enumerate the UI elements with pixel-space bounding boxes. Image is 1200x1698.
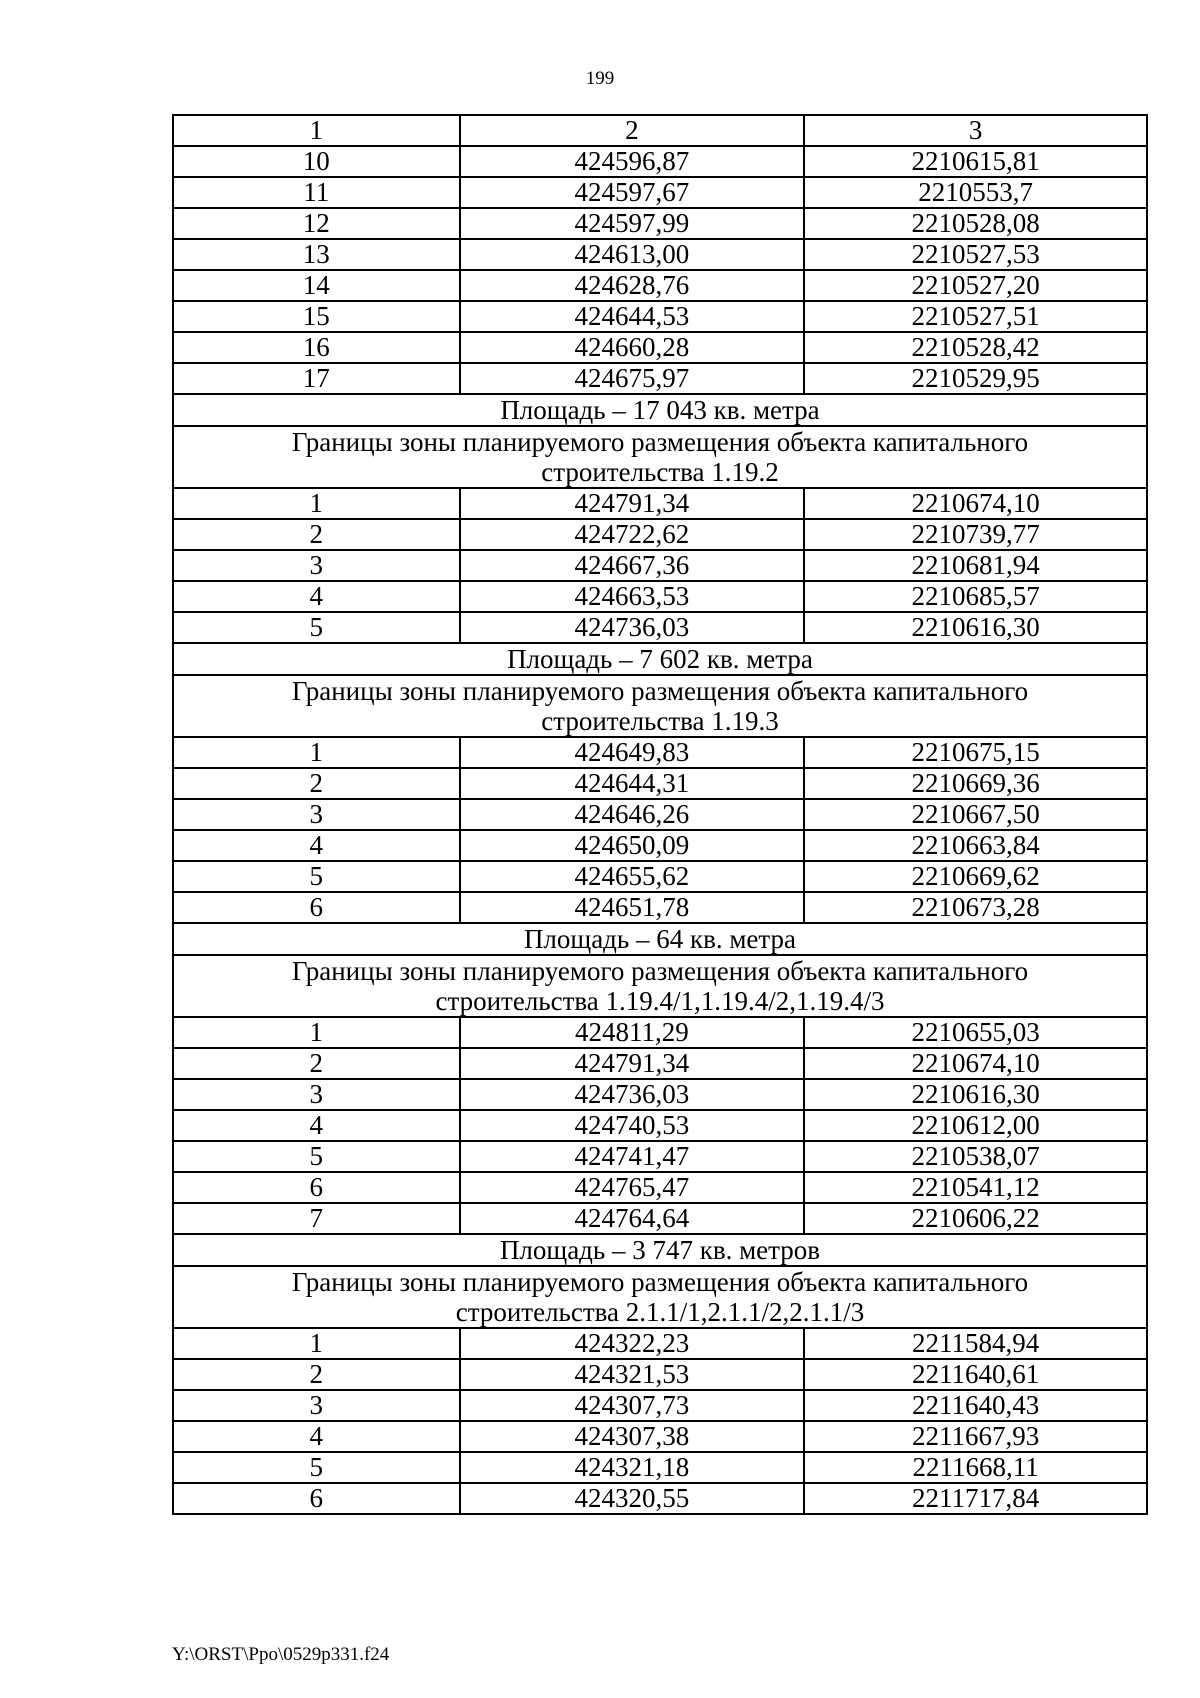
table-row (173, 612, 1147, 643)
zone-heading-line: строительства 2.1.1/1,2.1.1/2,2.1.1/3 (455, 1297, 865, 1327)
point-number-cell: 6 (173, 1172, 460, 1203)
table-row (173, 239, 1147, 270)
table-row (173, 861, 1147, 892)
area-cell: Площадь – 17 043 кв. метра (173, 394, 1147, 426)
table-row (173, 146, 1147, 177)
page-number: 199 (585, 68, 615, 89)
zone-heading-line: Границы зоны планируемого размещения объекта капитального (291, 956, 1029, 986)
point-number-cell: 3 (173, 1079, 460, 1110)
point-number-cell: 2 (173, 1048, 460, 1079)
area-cell: Площадь – 3 747 кв. метров (173, 1234, 1147, 1266)
x-coordinate-cell: 424675,97 (460, 363, 805, 394)
table-header-row (173, 115, 1147, 146)
zone-heading-cell (173, 675, 1147, 737)
point-number-cell: 4 (173, 581, 460, 612)
zone-heading-row (173, 955, 1147, 1017)
x-coordinate-cell: 424791,34 (460, 1048, 805, 1079)
point-number-cell: 5 (173, 1141, 460, 1172)
x-coordinate-cell: 424722,62 (460, 519, 805, 550)
point-number-cell: 5 (173, 861, 460, 892)
y-coordinate-cell: 2210674,10 (804, 1048, 1147, 1079)
table-row (173, 1172, 1147, 1203)
x-coordinate-cell: 424597,99 (460, 208, 805, 239)
coordinates-table (172, 114, 1148, 1515)
y-coordinate-cell: 2210606,22 (804, 1203, 1147, 1234)
point-number-cell: 1 (173, 1328, 460, 1359)
zone-heading-line: Границы зоны планируемого размещения объекта капитального (291, 427, 1029, 457)
y-coordinate-cell: 2210541,12 (804, 1172, 1147, 1203)
table-row (173, 799, 1147, 830)
point-number-cell: 10 (173, 146, 460, 177)
area-row (173, 643, 1147, 675)
y-coordinate-cell: 2210612,00 (804, 1110, 1147, 1141)
table-row (173, 550, 1147, 581)
y-coordinate-cell: 2210669,62 (804, 861, 1147, 892)
table-row (173, 363, 1147, 394)
x-coordinate-cell: 424596,87 (460, 146, 805, 177)
x-coordinate-cell: 424646,26 (460, 799, 805, 830)
y-coordinate-cell: 2211640,43 (804, 1390, 1147, 1421)
y-coordinate-cell: 2211667,93 (804, 1421, 1147, 1452)
x-coordinate-cell: 424650,09 (460, 830, 805, 861)
y-coordinate-cell: 2210669,36 (804, 768, 1147, 799)
column-header: 2 (460, 115, 805, 146)
zone-heading-line: строительства 1.19.4/1,1.19.4/2,1.19.4/3 (435, 986, 885, 1016)
area-cell: Площадь – 7 602 кв. метра (173, 643, 1147, 675)
y-coordinate-cell: 2210667,50 (804, 799, 1147, 830)
point-number-cell: 3 (173, 1390, 460, 1421)
table-row (173, 1203, 1147, 1234)
y-coordinate-cell: 2210739,77 (804, 519, 1147, 550)
y-coordinate-cell: 2210681,94 (804, 550, 1147, 581)
x-coordinate-cell: 424644,53 (460, 301, 805, 332)
y-coordinate-cell: 2210538,07 (804, 1141, 1147, 1172)
zone-heading-cell (173, 426, 1147, 488)
table-row (173, 1017, 1147, 1048)
y-coordinate-cell: 2210675,15 (804, 737, 1147, 768)
x-coordinate-cell: 424741,47 (460, 1141, 805, 1172)
point-number-cell: 3 (173, 550, 460, 581)
zone-heading-line: строительства 1.19.2 (541, 457, 779, 487)
x-coordinate-cell: 424651,78 (460, 892, 805, 923)
table-row (173, 830, 1147, 861)
x-coordinate-cell: 424321,18 (460, 1452, 805, 1483)
x-coordinate-cell: 424663,53 (460, 581, 805, 612)
x-coordinate-cell: 424667,36 (460, 550, 805, 581)
table-row (173, 1110, 1147, 1141)
point-number-cell: 17 (173, 363, 460, 394)
x-coordinate-cell: 424307,38 (460, 1421, 805, 1452)
x-coordinate-cell: 424791,34 (460, 488, 805, 519)
table-row (173, 1421, 1147, 1452)
x-coordinate-cell: 424736,03 (460, 1079, 805, 1110)
y-coordinate-cell: 2210527,53 (804, 239, 1147, 270)
point-number-cell: 12 (173, 208, 460, 239)
y-coordinate-cell: 2211584,94 (804, 1328, 1147, 1359)
y-coordinate-cell: 2210528,08 (804, 208, 1147, 239)
table-row (173, 1483, 1147, 1514)
table-row (173, 892, 1147, 923)
x-coordinate-cell: 424660,28 (460, 332, 805, 363)
y-coordinate-cell: 2210685,57 (804, 581, 1147, 612)
table-row (173, 332, 1147, 363)
table-row (173, 1328, 1147, 1359)
y-coordinate-cell: 2210616,30 (804, 1079, 1147, 1110)
y-coordinate-cell: 2210553,7 (804, 177, 1147, 208)
point-number-cell: 7 (173, 1203, 460, 1234)
point-number-cell: 1 (173, 737, 460, 768)
point-number-cell: 5 (173, 612, 460, 643)
point-number-cell: 5 (173, 1452, 460, 1483)
zone-heading-line: строительства 1.19.3 (541, 706, 779, 736)
y-coordinate-cell: 2210616,30 (804, 612, 1147, 643)
zone-heading-row (173, 426, 1147, 488)
table-row (173, 1048, 1147, 1079)
y-coordinate-cell: 2211640,61 (804, 1359, 1147, 1390)
point-number-cell: 11 (173, 177, 460, 208)
point-number-cell: 1 (173, 1017, 460, 1048)
y-coordinate-cell: 2210527,51 (804, 301, 1147, 332)
table-row (173, 1359, 1147, 1390)
y-coordinate-cell: 2210655,03 (804, 1017, 1147, 1048)
zone-heading-line: Границы зоны планируемого размещения объекта капитального (291, 1267, 1029, 1297)
zone-heading-line: Границы зоны планируемого размещения объекта капитального (291, 676, 1029, 706)
table-row (173, 1390, 1147, 1421)
x-coordinate-cell: 424765,47 (460, 1172, 805, 1203)
point-number-cell: 13 (173, 239, 460, 270)
x-coordinate-cell: 424649,83 (460, 737, 805, 768)
x-coordinate-cell: 424307,73 (460, 1390, 805, 1421)
point-number-cell: 1 (173, 488, 460, 519)
table-row (173, 1141, 1147, 1172)
point-number-cell: 14 (173, 270, 460, 301)
point-number-cell: 4 (173, 1421, 460, 1452)
table-row (173, 1079, 1147, 1110)
table-row (173, 581, 1147, 612)
zone-heading-cell (173, 1266, 1147, 1328)
x-coordinate-cell: 424628,76 (460, 270, 805, 301)
area-row (173, 1234, 1147, 1266)
point-number-cell: 6 (173, 1483, 460, 1514)
zone-heading-row (173, 1266, 1147, 1328)
table-row (173, 1452, 1147, 1483)
table-row (173, 177, 1147, 208)
file-path: Y:\ORST\Ppo\0529p331.f24 (172, 1644, 390, 1665)
point-number-cell: 2 (173, 1359, 460, 1390)
point-number-cell: 2 (173, 519, 460, 550)
area-row (173, 923, 1147, 955)
table-row (173, 208, 1147, 239)
point-number-cell: 2 (173, 768, 460, 799)
y-coordinate-cell: 2210528,42 (804, 332, 1147, 363)
table-row (173, 488, 1147, 519)
point-number-cell: 6 (173, 892, 460, 923)
x-coordinate-cell: 424613,00 (460, 239, 805, 270)
x-coordinate-cell: 424764,64 (460, 1203, 805, 1234)
x-coordinate-cell: 424321,53 (460, 1359, 805, 1390)
column-header: 1 (173, 115, 460, 146)
point-number-cell: 15 (173, 301, 460, 332)
table-row (173, 301, 1147, 332)
y-coordinate-cell: 2211717,84 (804, 1483, 1147, 1514)
point-number-cell: 4 (173, 830, 460, 861)
x-coordinate-cell: 424740,53 (460, 1110, 805, 1141)
zone-heading-row (173, 675, 1147, 737)
area-cell: Площадь – 64 кв. метра (173, 923, 1147, 955)
point-number-cell: 4 (173, 1110, 460, 1141)
zone-heading-cell (173, 955, 1147, 1017)
x-coordinate-cell: 424736,03 (460, 612, 805, 643)
x-coordinate-cell: 424320,55 (460, 1483, 805, 1514)
table-row (173, 270, 1147, 301)
point-number-cell: 16 (173, 332, 460, 363)
area-row (173, 394, 1147, 426)
column-header: 3 (804, 115, 1147, 146)
y-coordinate-cell: 2210673,28 (804, 892, 1147, 923)
y-coordinate-cell: 2210674,10 (804, 488, 1147, 519)
x-coordinate-cell: 424655,62 (460, 861, 805, 892)
y-coordinate-cell: 2210529,95 (804, 363, 1147, 394)
table-body (173, 115, 1147, 1514)
point-number-cell: 3 (173, 799, 460, 830)
x-coordinate-cell: 424597,67 (460, 177, 805, 208)
y-coordinate-cell: 2210663,84 (804, 830, 1147, 861)
y-coordinate-cell: 2211668,11 (804, 1452, 1147, 1483)
table-row (173, 768, 1147, 799)
table-row (173, 519, 1147, 550)
y-coordinate-cell: 2210615,81 (804, 146, 1147, 177)
table-row (173, 737, 1147, 768)
y-coordinate-cell: 2210527,20 (804, 270, 1147, 301)
x-coordinate-cell: 424811,29 (460, 1017, 805, 1048)
x-coordinate-cell: 424322,23 (460, 1328, 805, 1359)
x-coordinate-cell: 424644,31 (460, 768, 805, 799)
